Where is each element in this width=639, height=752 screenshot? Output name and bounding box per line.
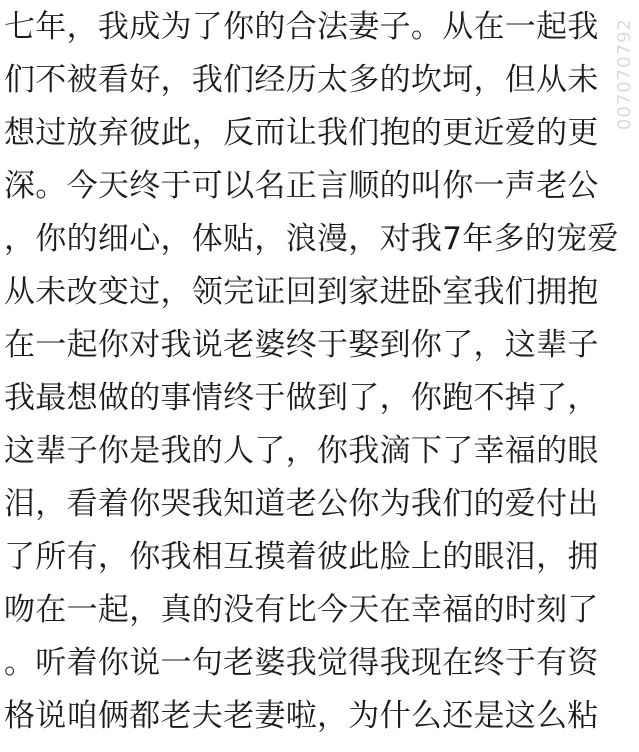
text-line: 格说咱俩都老夫老妻啦，为什么还是这么粘: [4, 698, 599, 734]
text-line: 泪，看着你哭我知道老公你为我们的爱付出: [4, 486, 599, 522]
watermark-text: 007070792: [614, 18, 635, 131]
text-line: 想过放弃彼此，反而让我们抱的更近爱的更: [4, 115, 599, 151]
text-line: 们不被看好，我们经历太多的坎坷，但从未: [4, 62, 599, 98]
text-line: 我最想做的事情终于做到了，你跑不掉了，: [4, 380, 599, 416]
text-line: 深。今天终于可以名正言顺的叫你一声老公: [4, 168, 599, 204]
text-line: 。听着你说一句老婆我觉得我现在终于有资: [4, 645, 599, 681]
text-line: ，你的细心，体贴，浪漫，对我7年多的宠爱: [4, 221, 619, 257]
text-line: 吻在一起，真的没有比今天在幸福的时刻了: [4, 592, 599, 628]
text-line: 七年，我成为了你的合法妻子。从在一起我: [4, 9, 599, 45]
text-line: 在一起你对我说老婆终于娶到你了，这辈子: [4, 327, 599, 363]
text-line: 了所有，你我相互摸着彼此脸上的眼泪，拥: [4, 539, 599, 575]
text-line: 从未改变过，领完证回到家进卧室我们拥抱: [4, 274, 599, 310]
text-line: 这辈子你是我的人了，你我滴下了幸福的眼: [4, 433, 599, 469]
